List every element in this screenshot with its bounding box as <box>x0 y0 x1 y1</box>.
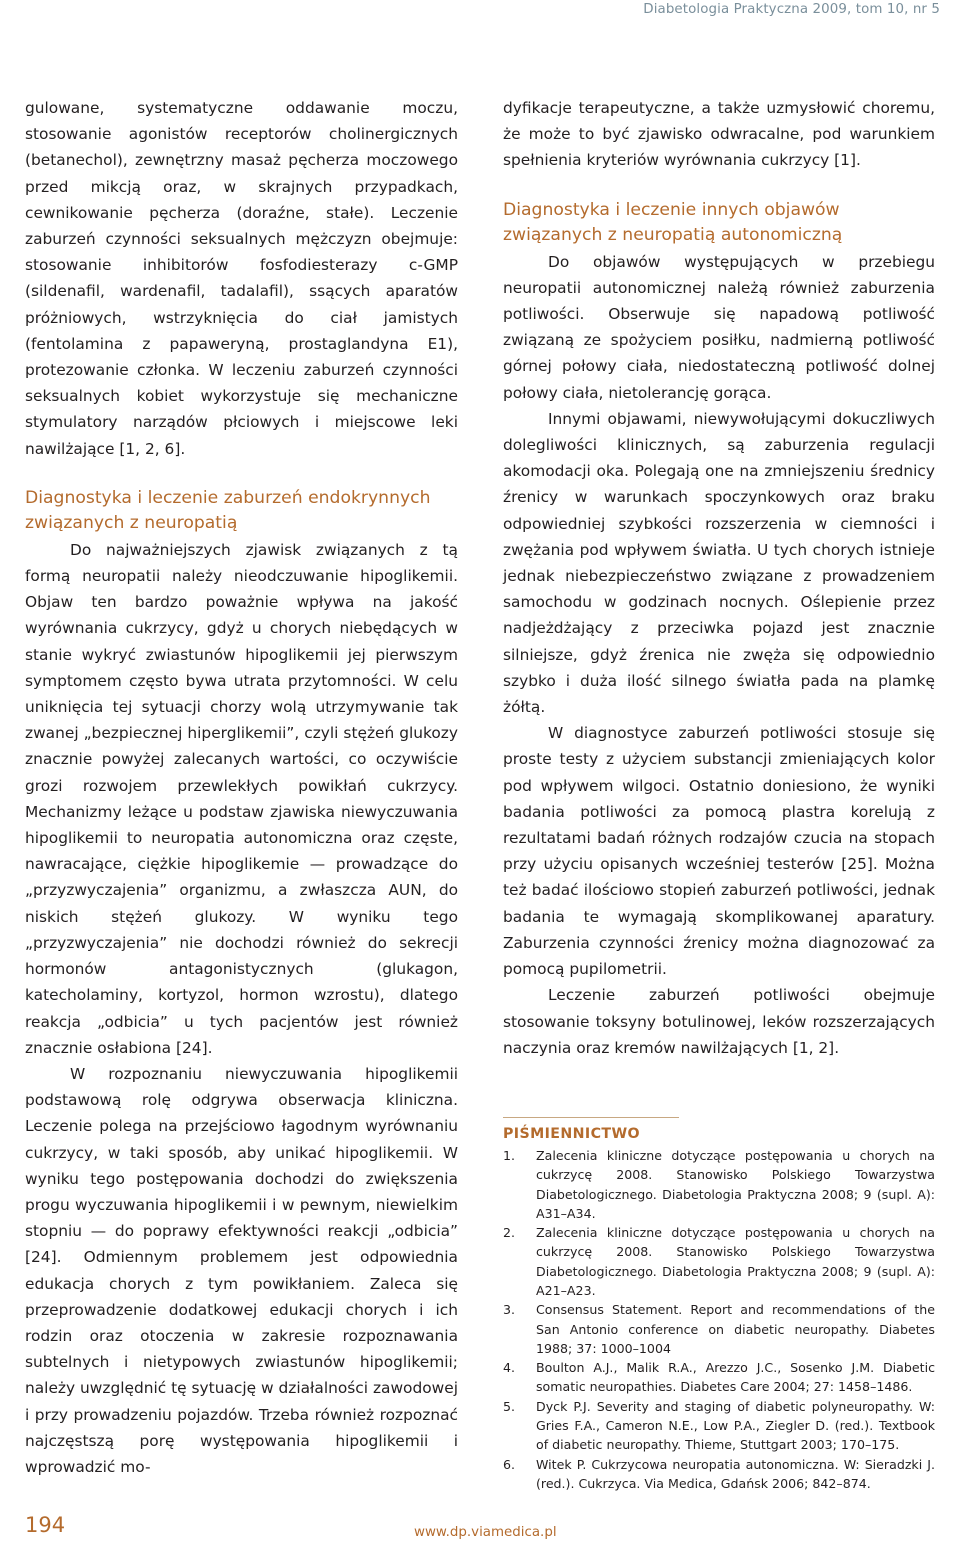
reference-number: 2. <box>503 1225 516 1241</box>
paragraph-sweating-treatment: Leczenie zaburzeń potliwości obejmuje stosowanie toksyny botulinowej, leków rozszerzających naczynia oraz kremów nawilżających [1, 2]. <box>503 986 935 1057</box>
left-column <box>25 95 458 1480</box>
reference-item <box>503 1146 935 1223</box>
journal-header: Diabetologia Praktyczna 2009, tom 10, nr 5 <box>643 2 940 17</box>
section-heading-endocrine: Diagnostyka i leczenie zaburzeń endokrynnych związanych z neuropatią <box>25 487 431 533</box>
reference-text: Dyck P.J. Severity and staging of diabetic polyneuropathy. W: Gries F.A., Cameron N.E., Low P.A., Ziegler D. (red.). Textbook of diabetic neuropathy. Thieme, Stuttgart 2003; 170–175. <box>536 1398 935 1453</box>
reference-number: 6. <box>503 1456 516 1472</box>
reference-text: Boulton A.J., Malik R.A., Arezzo J.C., Sosenko J.M. Diabetic somatic neuropathies. Diabetes Care 2004; 27: 1458–1486. <box>536 1360 935 1395</box>
footer-url: www.dp.viamedica.pl <box>414 1525 557 1540</box>
reference-number: 3. <box>503 1302 516 1318</box>
reference-text: Zalecenia kliniczne dotyczące postępowania u chorych na cukrzycę 2008. Stanowisko Polskiego Towarzystwa Diabetologicznego. Diabetologia Praktyczna 2008; 9 (supl. A): A31–A34. <box>536 1147 935 1221</box>
reference-number: 4. <box>503 1360 516 1376</box>
reference-item <box>503 1223 935 1300</box>
reference-number: 5. <box>503 1398 516 1414</box>
right-column <box>503 95 935 1493</box>
page-number: 194 <box>25 1513 66 1537</box>
paragraph-sweating-disorders: Do objawów występujących w przebiegu neuropatii autonomicznej należą również zaburzenia potliwości. Obserwuje się napadową potliwość związaną ze spożyciem posiłku, nadmierną potliwość górnej połowy ciała, niedostateczną potliwość dolnej połowy ciała, nietolerancję gorąca. <box>503 252 935 402</box>
reference-item <box>503 1300 935 1358</box>
reference-item <box>503 1455 935 1494</box>
reference-number: 1. <box>503 1147 516 1163</box>
reference-item <box>503 1358 935 1397</box>
references-list <box>503 1146 935 1493</box>
paragraph-treatment-bladder-sexual: gulowane, systematyczne oddawanie moczu, stosowanie agonistów receptorów cholinergicznych (betanechol), zewnętrzny masaż pęcherza moczowego przed mikcją oraz, w skrajnych przypadkach, cewnikowanie pęcherza (doraźne, stałe). Leczenie zaburzeń czynności seksualnych mężczyzn obejmuje: stosowanie inhibitorów fosfodiesterazy c-GMP (sildenafil, wardenafil, tadalafil), ssących aparatów próżniowych, wstrzyknięcia do ciał jamistych (fentolamina z papaweryną, prostaglandyna E1), protezowanie członka. W leczeniu zaburzeń czynności seksualnych kobiet wykorzystuje się mechaniczne stymulatory narządów płciowych i miejscowe leki nawilżające [1, 2, 6]. <box>25 99 458 458</box>
reference-text: Zalecenia kliniczne dotyczące postępowania u chorych na cukrzycę 2008. Stanowisko Polskiego Towarzystwa Diabetologicznego. Diabetologia Praktyczna 2008; 9 (supl. A): A21–A23. <box>536 1225 935 1298</box>
reference-item <box>503 1397 935 1455</box>
section-heading-other-symptoms: Diagnostyka i leczenie innych objawów związanych z neuropatią autonomiczną <box>503 199 843 245</box>
paragraph-accommodation-disorders: Innymi objawami, niewywołującymi dokuczliwych dolegliwości klinicznych, są zaburzenia regulacji akomodacji oka. Polegają one na zmniejszeniu średnicy źrenicy w warunkach spoczynkowych oraz braku odpowiedniej szybkości rozszerzenia w ciemności i zwężania pod wpływem światła. U tych chorych istnieje jednak niebezpieczeństwo związane z prowadzeniem samochodu w godzinach nocnych. Oślepienie przez nadjeżdżający z przeciwka pojazd jest znacznie silniejsze, gdyż źrenica nie zwęża się odpowiednio szybko i duża ilość silnego światła pada na plamkę żółtą. <box>503 409 935 717</box>
references-divider <box>503 1117 679 1118</box>
paragraph-hypoglycemia-diagnosis: W rozpoznaniu niewyczuwania hipoglikemii podstawową rolę odgrywa obserwacja kliniczna. Leczenie polega na przejściowo łagodnym wyrównaniu cukrzycy, w taki sposób, aby unikać hipoglikemii. W wyniku tego postępowania dochodzi do zwiększenia progu wyczuwania hipoglikemii i w pewnym, niewielkim stopniu — do poprawy efektywności reakcji „odbicia” [24]. Odmiennym problemem jest odpowiednia edukacja chorych z tym powikłaniem. Zaleca się przeprowadzenie dodatkowej edukacji chorych i ich rodzin oraz otoczenia w zakresie rozpoznawania subtelnych i nietypowych zwiastunów hipoglikemii; należy uwzględnić tę sytuację w działalności zawodowej i przy prowadzeniu pojazdów. Trzeba również rozpoznać najczęstszą porę występowania hipoglikemii i wprowadzić mo- <box>25 1064 458 1476</box>
reference-text: Consensus Statement. Report and recommendations of the San Antonio conference on diabetic neuropathy. Diabetes 1988; 37: 1000–1004 <box>536 1302 935 1356</box>
paragraph-therapy-modifications: dyfikacje terapeutyczne, a także uzmysłowić choremu, że może to być zjawisko odwracalne, pod warunkiem spełnienia kryteriów wyrównania cukrzycy [1]. <box>503 99 935 170</box>
paragraph-hypoglycemia-unawareness: Do najważniejszych zjawisk związanych z tą formą neuropatii należy nieodczuwanie hipoglikemii. Objaw ten bardzo poważnie wpływa na jakość wyrównania cukrzycy, gdyż u chorych niebędących w stanie wykryć zwiastunów hipoglikemii jej pierwszym symptomem często bywa utrata przytomności. W celu uniknięcia tej sytuacji chorzy wolą utrzymywanie tak zwanej „bezpiecznej hiperglikemii”, czyli stężeń glukozy znacznie powyżej zalecanych wartości, co oczywiście grozi rozwojem przewlekłych powikłań cukrzycy. Mechanizmy leżące u podstaw zjawiska niewyczuwania hipoglikemii to neuropatia autonomiczna oraz częste, nawracające, ciężkie hipoglikemie — prowadzące do „przyzwyczajenia” organizmu, a zwłaszcza AUN, do niskich stężeń glukozy. W wyniku tego „przyzwyczajenia” nie dochodzi również do sekrecji hormonów antagonistycznych (glukagon, katecholaminy, kortyzol, hormon wzrostu), dlatego reakcja „odbicia” u tych pacjentów jest również znacznie osłabiona [24]. <box>25 540 458 1057</box>
paragraph-sweating-diagnostics: W diagnostyce zaburzeń potliwości stosuje się proste testy z użyciem substancji zmieniających kolor pod wpływem wilgoci. Ostatnio doniesiono, że wyniki badania potliwości za pomocą plastra korelują z rezultatami badań różnych rodzajów czucia na stopach przy użyciu opisanych wcześniej testerów [25]. Można też badać ilościowo stopień zaburzeń potliwości, jednak badania te wymagają skomplikowanej aparatury. Zaburzenia czynności źrenicy można diagnozować za pomocą pupilometrii. <box>503 724 935 979</box>
references-title: PIŚMIENNICTWO <box>503 1125 641 1142</box>
reference-text: Witek P. Cukrzycowa neuropatia autonomiczna. W: Sieradzki J. (red.). Cukrzyca. Via Medica, Gdańsk 2006; 842–874. <box>536 1456 935 1491</box>
